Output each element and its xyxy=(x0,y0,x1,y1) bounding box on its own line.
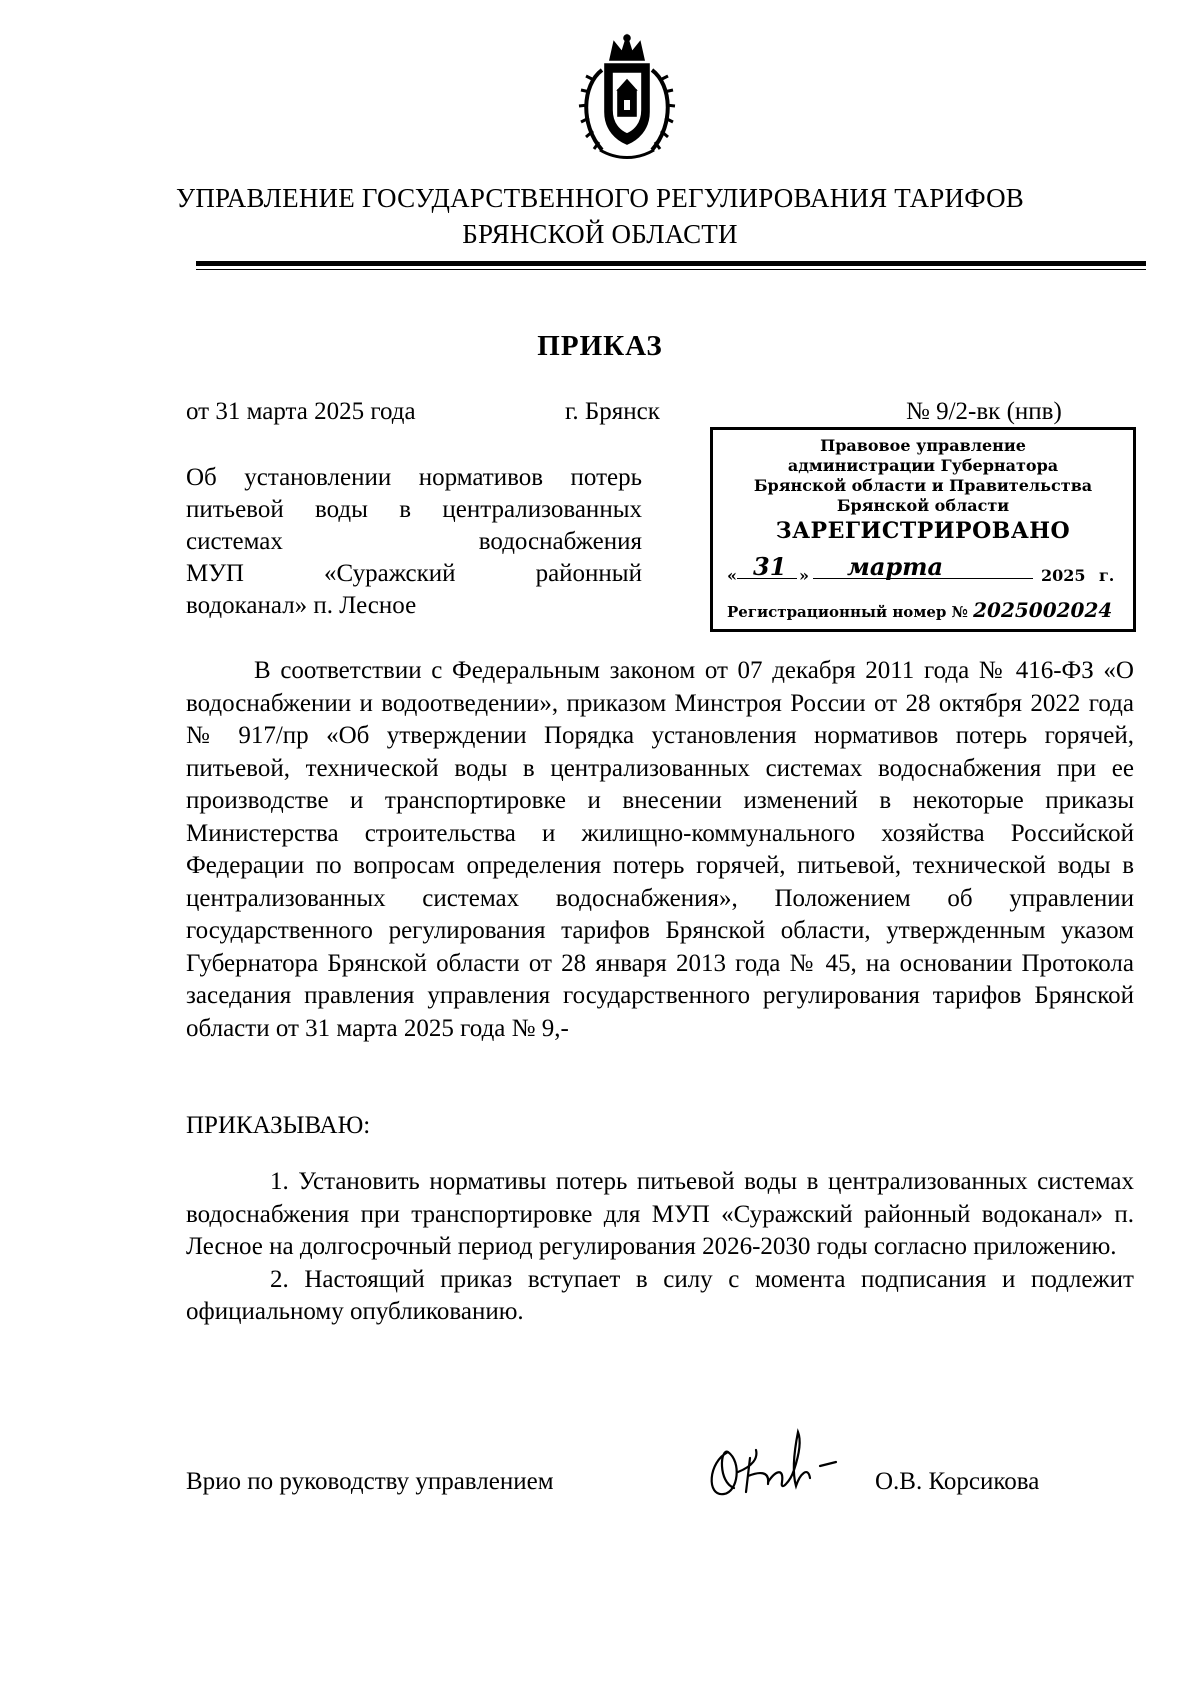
order-item-2: 2. Настоящий приказ вступает в силу с момента подписания и подлежит официальному опубликованию. xyxy=(186,1265,1134,1325)
order-city: г. Брянск xyxy=(565,398,660,425)
stamp-reg-number: 2025002024 xyxy=(973,598,1113,622)
stamp-line: администрации Губернатора xyxy=(787,456,1059,475)
subject-line: системах водоснабжения xyxy=(186,528,642,555)
order-date: от 31 марта 2025 года xyxy=(186,398,416,425)
subject-line: питьевой воды в централизованных xyxy=(186,496,642,523)
header-divider xyxy=(196,261,1146,266)
order-items xyxy=(186,1166,1134,1329)
subject-line: водоканал» п. Лесное xyxy=(186,592,417,619)
signatory-name: О.В. Корсикова xyxy=(875,1468,1040,1495)
stamp-line: Правовое управление xyxy=(820,436,1026,455)
order-number: № 9/2-вк (нпв) xyxy=(906,398,1062,425)
stamp-line: Брянской области xyxy=(836,496,1010,515)
stamp-reg-label: Регистрационный номер № xyxy=(727,603,968,621)
subject-line: МУП «Суражский районный xyxy=(186,560,642,587)
subject-line: Об установлении нормативов потерь xyxy=(186,464,642,491)
agency-name-line1: УПРАВЛЕНИЕ ГОСУДАРСТВЕННОГО РЕГУЛИРОВАНИЯ ТАРИФОВ xyxy=(176,183,1024,213)
signatory-position: Врио по руководству управлением xyxy=(186,1468,554,1495)
stamp-status: ЗАРЕГИСТРИРОВАНО xyxy=(775,518,1071,544)
order-item-1: 1. Установить нормативы потерь питьевой воды в централизованных системах водоснабжения при транспортировке для МУП «Суражский районный водоканал» п. Лесное на долгосрочный период регулирования 2026-2030 годы согласно приложению. xyxy=(186,1168,1134,1260)
preamble-text: В соответствии с Федеральным законом от 07 декабря 2011 года № 416-ФЗ «О водоснабжении и водоотведении», приказом Минстроя России от 28 октября 2022 года № 917/пр «Об утверждении Порядка установления нормативов потерь горячей, питьевой, технической воды в централизованных системах водоснабжения при ее производстве и транспортировке и внесении изменений в некоторые приказы Министерства строительства и жилищно-коммунального хозяйства Российской Федерации по вопросам определения потерь горячей, питьевой, технической воды в централизованных системах водоснабжения», Положением об управлении государственного регулирования тарифов Брянской области, утвержденным указом Губернатора Брянской области от 28 января 2013 года № 45, на основании Протокола заседания правления управления государственного регулирования тарифов Брянской области от 31 марта 2025 года № 9,- xyxy=(186,657,1134,1042)
stamp-reg-row xyxy=(727,598,1127,622)
agency-name-line2: БРЯНСКОЙ ОБЛАСТИ xyxy=(462,219,738,249)
stamp-line: Брянской области и Правительства xyxy=(753,476,1093,495)
stamp-date-row: « 31 » марта 2025 г. xyxy=(727,552,1115,585)
coat-of-arms-icon xyxy=(572,30,682,165)
stamp-date-year: 2025 xyxy=(1041,566,1086,585)
stamp-date-month: марта xyxy=(847,552,944,581)
document-title: ПРИКАЗ xyxy=(537,330,663,362)
stamp-date-day: 31 xyxy=(753,552,787,581)
header-divider-thin xyxy=(196,269,1146,270)
registration-stamp xyxy=(710,427,1136,632)
preamble xyxy=(186,655,1134,1045)
order-directive: ПРИКАЗЫВАЮ: xyxy=(186,1112,371,1139)
handwritten-signature-icon xyxy=(698,1422,858,1512)
order-subject xyxy=(186,462,642,622)
